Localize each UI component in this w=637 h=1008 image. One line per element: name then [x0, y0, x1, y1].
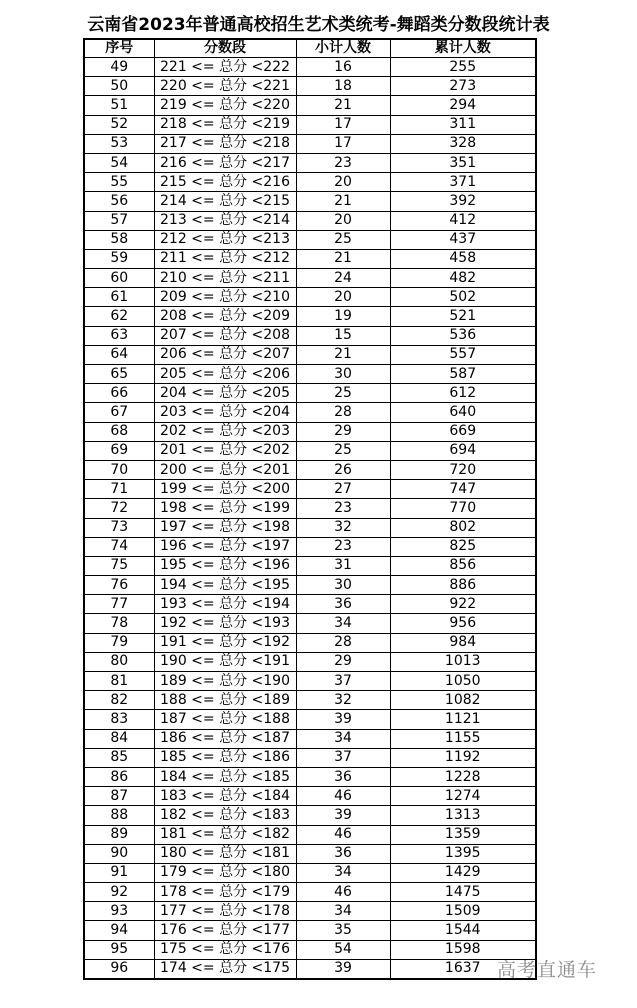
cell-cumulative: 612	[390, 384, 536, 403]
cell-cumulative: 984	[390, 633, 536, 652]
cell-subtotal: 25	[296, 441, 390, 460]
cell-score-range: 205 <= 总分 <206	[154, 365, 296, 384]
cell-index: 74	[84, 537, 154, 556]
table-row	[84, 576, 536, 595]
cell-score-range: 193 <= 总分 <194	[154, 595, 296, 614]
cell-subtotal: 36	[296, 595, 390, 614]
cell-cumulative: 311	[390, 115, 536, 134]
table-row	[84, 614, 536, 633]
cell-score-range: 184 <= 总分 <185	[154, 767, 296, 786]
cell-score-range: 190 <= 总分 <191	[154, 652, 296, 671]
cell-score-range: 174 <= 总分 <175	[154, 959, 296, 979]
cell-cumulative: 1192	[390, 748, 536, 767]
cell-cumulative: 1509	[390, 902, 536, 921]
cell-index: 86	[84, 767, 154, 786]
cell-subtotal: 25	[296, 384, 390, 403]
table-row	[84, 173, 536, 192]
cell-index: 76	[84, 576, 154, 595]
cell-index: 73	[84, 518, 154, 537]
cell-score-range: 195 <= 总分 <196	[154, 556, 296, 575]
cell-score-range: 204 <= 总分 <205	[154, 384, 296, 403]
table-row	[84, 844, 536, 863]
cell-cumulative: 669	[390, 422, 536, 441]
watermark-logo: 高考直通车	[497, 959, 598, 981]
cell-cumulative: 351	[390, 153, 536, 172]
cell-subtotal: 24	[296, 269, 390, 288]
cell-cumulative: 1475	[390, 883, 536, 902]
table-row	[84, 556, 536, 575]
table-row	[84, 441, 536, 460]
cell-score-range: 194 <= 总分 <195	[154, 576, 296, 595]
cell-subtotal: 21	[296, 345, 390, 364]
cell-cumulative: 412	[390, 211, 536, 230]
cell-index: 92	[84, 883, 154, 902]
cell-score-range: 180 <= 总分 <181	[154, 844, 296, 863]
cell-score-range: 210 <= 总分 <211	[154, 269, 296, 288]
cell-index: 65	[84, 365, 154, 384]
cell-cumulative: 640	[390, 403, 536, 422]
cell-cumulative: 458	[390, 249, 536, 268]
cell-cumulative: 502	[390, 288, 536, 307]
cell-score-range: 203 <= 总分 <204	[154, 403, 296, 422]
cell-score-range: 197 <= 总分 <198	[154, 518, 296, 537]
cell-cumulative: 694	[390, 441, 536, 460]
cell-index: 81	[84, 672, 154, 691]
cell-subtotal: 30	[296, 576, 390, 595]
cell-cumulative: 557	[390, 345, 536, 364]
cell-cumulative: 521	[390, 307, 536, 326]
cell-subtotal: 46	[296, 787, 390, 806]
cell-score-range: 185 <= 总分 <186	[154, 748, 296, 767]
cell-subtotal: 20	[296, 211, 390, 230]
cell-cumulative: 770	[390, 499, 536, 518]
cell-cumulative: 255	[390, 58, 536, 77]
cell-subtotal: 26	[296, 460, 390, 479]
cell-subtotal: 46	[296, 825, 390, 844]
cell-subtotal: 39	[296, 959, 390, 979]
cell-score-range: 188 <= 总分 <189	[154, 691, 296, 710]
cell-score-range: 199 <= 总分 <200	[154, 480, 296, 499]
column-header-score-range: 分数段	[154, 39, 296, 58]
cell-subtotal: 21	[296, 249, 390, 268]
cell-index: 79	[84, 633, 154, 652]
cell-cumulative: 273	[390, 77, 536, 96]
cell-index: 85	[84, 748, 154, 767]
table-row	[84, 825, 536, 844]
cell-subtotal: 34	[296, 902, 390, 921]
cell-subtotal: 15	[296, 326, 390, 345]
table-row	[84, 58, 536, 77]
cell-score-range: 175 <= 总分 <176	[154, 940, 296, 959]
table-row	[84, 403, 536, 422]
table-row	[84, 269, 536, 288]
cell-cumulative: 956	[390, 614, 536, 633]
cell-score-range: 215 <= 总分 <216	[154, 173, 296, 192]
cell-index: 96	[84, 959, 154, 979]
cell-subtotal: 35	[296, 921, 390, 940]
cell-subtotal: 18	[296, 77, 390, 96]
cell-subtotal: 21	[296, 192, 390, 211]
cell-cumulative: 1395	[390, 844, 536, 863]
table-row	[84, 672, 536, 691]
cell-index: 89	[84, 825, 154, 844]
cell-cumulative: 1228	[390, 767, 536, 786]
cell-score-range: 187 <= 总分 <188	[154, 710, 296, 729]
table-header-row	[84, 39, 536, 58]
cell-index: 95	[84, 940, 154, 959]
column-header-cumulative: 累计人数	[390, 39, 536, 58]
cell-score-range: 221 <= 总分 <222	[154, 58, 296, 77]
cell-cumulative: 922	[390, 595, 536, 614]
cell-score-range: 181 <= 总分 <182	[154, 825, 296, 844]
cell-cumulative: 1274	[390, 787, 536, 806]
cell-subtotal: 28	[296, 403, 390, 422]
cell-subtotal: 23	[296, 537, 390, 556]
cell-subtotal: 39	[296, 806, 390, 825]
cell-cumulative: 856	[390, 556, 536, 575]
cell-index: 71	[84, 480, 154, 499]
table-row	[84, 921, 536, 940]
cell-cumulative: 536	[390, 326, 536, 345]
cell-cumulative: 1013	[390, 652, 536, 671]
table-row	[84, 153, 536, 172]
cell-index: 80	[84, 652, 154, 671]
cell-cumulative: 1429	[390, 863, 536, 882]
cell-score-range: 206 <= 总分 <207	[154, 345, 296, 364]
table-row	[84, 115, 536, 134]
cell-subtotal: 34	[296, 863, 390, 882]
cell-cumulative: 1313	[390, 806, 536, 825]
cell-cumulative: 886	[390, 576, 536, 595]
cell-cumulative: 437	[390, 230, 536, 249]
cell-cumulative: 1637	[390, 959, 536, 979]
cell-cumulative: 587	[390, 365, 536, 384]
table-row	[84, 365, 536, 384]
cell-score-range: 191 <= 总分 <192	[154, 633, 296, 652]
table-row	[84, 211, 536, 230]
cell-subtotal: 31	[296, 556, 390, 575]
table-row	[84, 422, 536, 441]
cell-subtotal: 29	[296, 652, 390, 671]
cell-score-range: 211 <= 总分 <212	[154, 249, 296, 268]
cell-score-range: 213 <= 总分 <214	[154, 211, 296, 230]
table-row	[84, 633, 536, 652]
cell-cumulative: 1121	[390, 710, 536, 729]
cell-subtotal: 20	[296, 288, 390, 307]
cell-score-range: 192 <= 总分 <193	[154, 614, 296, 633]
cell-score-range: 209 <= 总分 <210	[154, 288, 296, 307]
cell-index: 82	[84, 691, 154, 710]
cell-index: 66	[84, 384, 154, 403]
cell-index: 84	[84, 729, 154, 748]
table-row	[84, 345, 536, 364]
table-row	[84, 460, 536, 479]
cell-subtotal: 36	[296, 844, 390, 863]
cell-index: 87	[84, 787, 154, 806]
cell-index: 88	[84, 806, 154, 825]
cell-score-range: 177 <= 总分 <178	[154, 902, 296, 921]
cell-score-range: 183 <= 总分 <184	[154, 787, 296, 806]
cell-score-range: 218 <= 总分 <219	[154, 115, 296, 134]
cell-index: 54	[84, 153, 154, 172]
cell-score-range: 200 <= 总分 <201	[154, 460, 296, 479]
cell-subtotal: 23	[296, 153, 390, 172]
cell-index: 94	[84, 921, 154, 940]
table-row	[84, 691, 536, 710]
cell-subtotal: 21	[296, 96, 390, 115]
table-row	[84, 787, 536, 806]
table-body	[84, 58, 536, 980]
cell-score-range: 201 <= 总分 <202	[154, 441, 296, 460]
cell-cumulative: 747	[390, 480, 536, 499]
cell-index: 60	[84, 269, 154, 288]
table-row	[84, 652, 536, 671]
column-header-subtotal: 小计人数	[296, 39, 390, 58]
cell-cumulative: 1082	[390, 691, 536, 710]
cell-score-range: 178 <= 总分 <179	[154, 883, 296, 902]
table-row	[84, 249, 536, 268]
cell-cumulative: 1359	[390, 825, 536, 844]
cell-index: 83	[84, 710, 154, 729]
table-row	[84, 307, 536, 326]
cell-index: 56	[84, 192, 154, 211]
cell-index: 77	[84, 595, 154, 614]
cell-subtotal: 54	[296, 940, 390, 959]
cell-cumulative: 802	[390, 518, 536, 537]
table-row	[84, 767, 536, 786]
table-row	[84, 134, 536, 153]
cell-score-range: 186 <= 总分 <187	[154, 729, 296, 748]
cell-cumulative: 1544	[390, 921, 536, 940]
cell-cumulative: 371	[390, 173, 536, 192]
cell-index: 55	[84, 173, 154, 192]
cell-subtotal: 34	[296, 729, 390, 748]
table-row	[84, 230, 536, 249]
cell-subtotal: 46	[296, 883, 390, 902]
cell-index: 58	[84, 230, 154, 249]
table-row	[84, 537, 536, 556]
cell-index: 57	[84, 211, 154, 230]
cell-subtotal: 32	[296, 518, 390, 537]
cell-score-range: 208 <= 总分 <209	[154, 307, 296, 326]
table-row	[84, 326, 536, 345]
cell-subtotal: 39	[296, 710, 390, 729]
cell-subtotal: 23	[296, 499, 390, 518]
cell-index: 63	[84, 326, 154, 345]
cell-index: 70	[84, 460, 154, 479]
cell-subtotal: 34	[296, 614, 390, 633]
page-title: 云南省2023年普通高校招生艺术类统考-舞蹈类分数段统计表	[87, 15, 550, 35]
score-distribution-table	[83, 38, 537, 980]
table-row	[84, 288, 536, 307]
cell-score-range: 216 <= 总分 <217	[154, 153, 296, 172]
table-row	[84, 192, 536, 211]
cell-subtotal: 20	[296, 173, 390, 192]
cell-index: 49	[84, 58, 154, 77]
table-row	[84, 518, 536, 537]
cell-score-range: 198 <= 总分 <199	[154, 499, 296, 518]
cell-score-range: 196 <= 总分 <197	[154, 537, 296, 556]
table-row	[84, 883, 536, 902]
cell-subtotal: 32	[296, 691, 390, 710]
cell-index: 53	[84, 134, 154, 153]
table-row	[84, 959, 536, 979]
cell-score-range: 179 <= 总分 <180	[154, 863, 296, 882]
cell-cumulative: 392	[390, 192, 536, 211]
cell-subtotal: 27	[296, 480, 390, 499]
table-row	[84, 96, 536, 115]
cell-cumulative: 294	[390, 96, 536, 115]
table-row	[84, 710, 536, 729]
cell-score-range: 220 <= 总分 <221	[154, 77, 296, 96]
cell-index: 78	[84, 614, 154, 633]
cell-index: 90	[84, 844, 154, 863]
cell-cumulative: 1598	[390, 940, 536, 959]
cell-index: 61	[84, 288, 154, 307]
table-row	[84, 595, 536, 614]
cell-cumulative: 720	[390, 460, 536, 479]
cell-subtotal: 36	[296, 767, 390, 786]
table-row	[84, 480, 536, 499]
cell-subtotal: 17	[296, 134, 390, 153]
cell-index: 67	[84, 403, 154, 422]
table-row	[84, 499, 536, 518]
table-row	[84, 902, 536, 921]
cell-index: 93	[84, 902, 154, 921]
cell-index: 69	[84, 441, 154, 460]
cell-cumulative: 825	[390, 537, 536, 556]
cell-index: 50	[84, 77, 154, 96]
cell-score-range: 207 <= 总分 <208	[154, 326, 296, 345]
cell-index: 72	[84, 499, 154, 518]
cell-score-range: 202 <= 总分 <203	[154, 422, 296, 441]
cell-score-range: 217 <= 总分 <218	[154, 134, 296, 153]
cell-index: 64	[84, 345, 154, 364]
cell-subtotal: 37	[296, 748, 390, 767]
table-row	[84, 384, 536, 403]
cell-index: 75	[84, 556, 154, 575]
cell-index: 91	[84, 863, 154, 882]
cell-subtotal: 25	[296, 230, 390, 249]
cell-score-range: 189 <= 总分 <190	[154, 672, 296, 691]
cell-index: 52	[84, 115, 154, 134]
cell-subtotal: 19	[296, 307, 390, 326]
cell-subtotal: 16	[296, 58, 390, 77]
cell-index: 51	[84, 96, 154, 115]
cell-score-range: 182 <= 总分 <183	[154, 806, 296, 825]
cell-cumulative: 1050	[390, 672, 536, 691]
cell-index: 59	[84, 249, 154, 268]
cell-score-range: 214 <= 总分 <215	[154, 192, 296, 211]
cell-index: 68	[84, 422, 154, 441]
cell-subtotal: 30	[296, 365, 390, 384]
cell-cumulative: 482	[390, 269, 536, 288]
table-row	[84, 806, 536, 825]
table-row	[84, 940, 536, 959]
cell-subtotal: 29	[296, 422, 390, 441]
table-row	[84, 863, 536, 882]
cell-score-range: 219 <= 总分 <220	[154, 96, 296, 115]
column-header-index: 序号	[84, 39, 154, 58]
cell-score-range: 176 <= 总分 <177	[154, 921, 296, 940]
cell-cumulative: 328	[390, 134, 536, 153]
table-row	[84, 748, 536, 767]
cell-cumulative: 1155	[390, 729, 536, 748]
cell-score-range: 212 <= 总分 <213	[154, 230, 296, 249]
table-row	[84, 729, 536, 748]
cell-subtotal: 37	[296, 672, 390, 691]
cell-index: 62	[84, 307, 154, 326]
table-row	[84, 77, 536, 96]
cell-subtotal: 17	[296, 115, 390, 134]
cell-subtotal: 28	[296, 633, 390, 652]
